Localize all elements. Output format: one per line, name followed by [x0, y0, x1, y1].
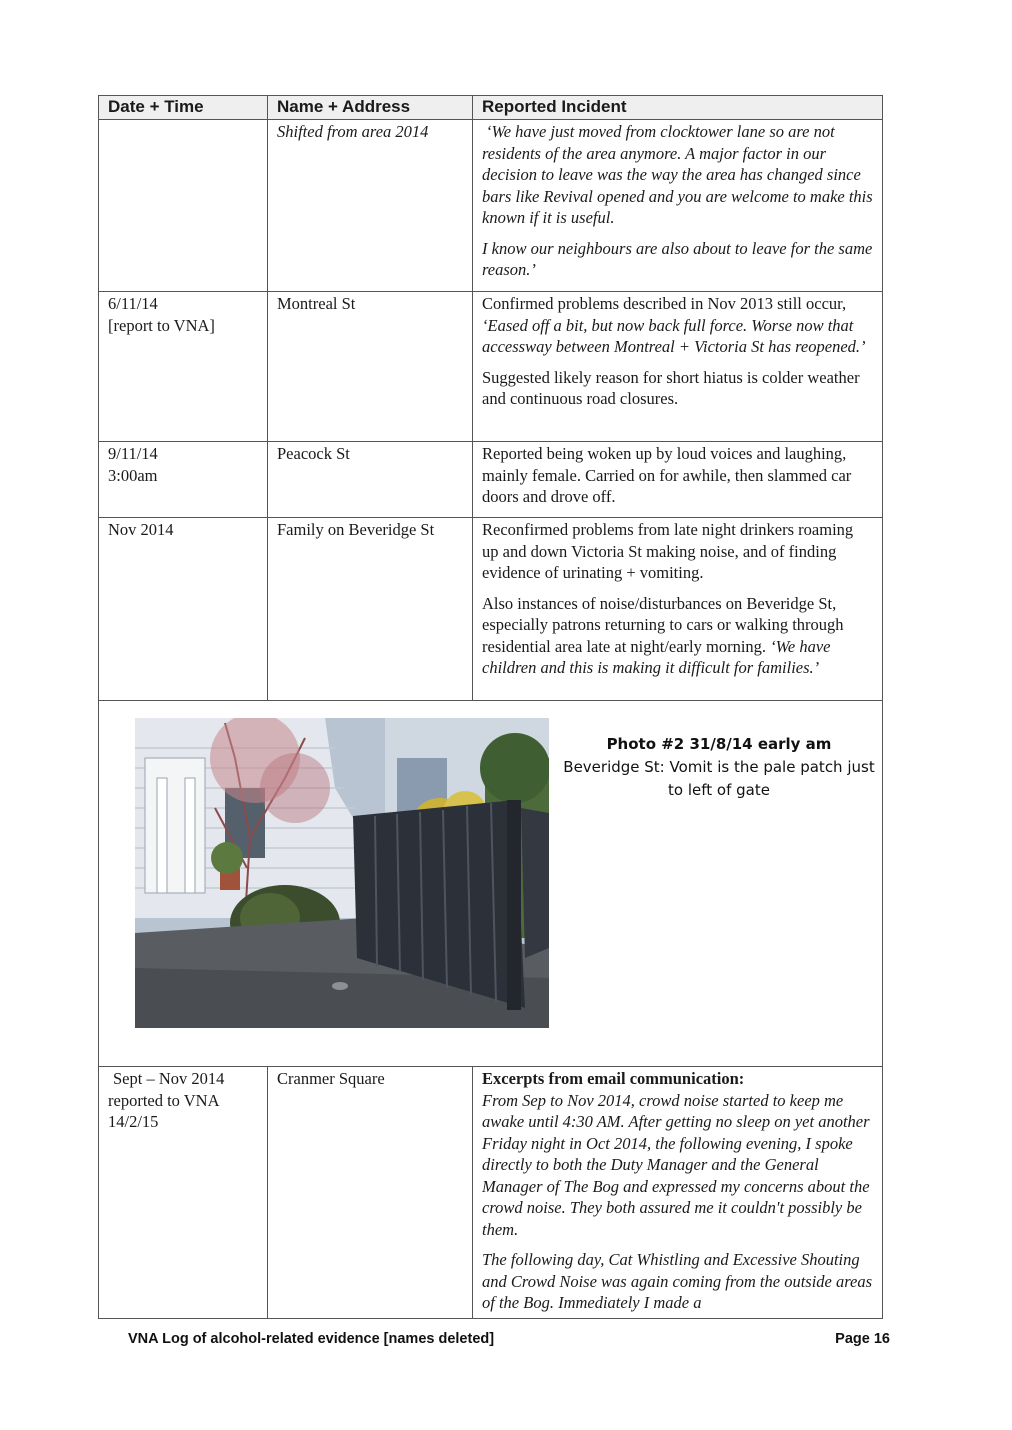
header-name-address: Name + Address [268, 96, 473, 120]
incident-heading: Excerpts from email communication: [482, 1069, 745, 1088]
name-cell [268, 442, 473, 518]
date-line: 3:00am [108, 465, 158, 485]
incident-paragraph [482, 293, 873, 358]
name-cell [268, 292, 473, 442]
incident-paragraph: ‘We have just moved from clocktower lane so are not residents of the area anymore. A major factor in our decision to leave was the way the area has changed since bars like Revival opened and you are welcome to make this known if it is useful. [482, 122, 873, 227]
date-cell [99, 518, 268, 701]
beveridge-st-photo [135, 718, 549, 1028]
name-text: Family on Beveridge St [277, 520, 435, 539]
incident-cell [473, 120, 883, 292]
table-row [99, 292, 883, 442]
table-row [99, 1067, 883, 1319]
incident-paragraph: Reconfirmed problems from late night drinkers roaming up and down Victoria St making noise, and of finding evidence of urinating + vomiting. [482, 520, 854, 582]
incident-paragraph: Reported being woken up by loud voices and laughing, mainly female. Carried on for awhile, then slammed car doors and drove off. [482, 444, 852, 506]
footer-document-title: VNA Log of alcohol-related evidence [names deleted] [128, 1331, 495, 1347]
table-row [99, 120, 883, 292]
photo-caption [559, 733, 879, 802]
date-cell [99, 442, 268, 518]
incident-text: Confirmed problems described in Nov 2013 still occur, [482, 294, 847, 313]
date-line: 9/11/14 [108, 444, 158, 463]
date-cell [99, 1067, 268, 1319]
table-row [99, 442, 883, 518]
name-cell [268, 518, 473, 701]
incident-paragraph: From Sep to Nov 2014, crowd noise started to keep me awake until 4:30 AM. After getting no sleep on yet another Friday night in Oct 2014, the following evening, I spoke directly to both the Duty Manager and the General Manager of The Bog and expressed my concerns about the crowd noise. They both assured me it couldn't possibly be them. [482, 1090, 870, 1239]
name-text: Shifted from area 2014 [277, 122, 429, 141]
photo-caption-title: Photo #2 31/8/14 early am [606, 735, 832, 753]
header-date-time: Date + Time [99, 96, 268, 120]
name-text: Montreal St [277, 294, 356, 313]
date-line: 14/2/15 [108, 1112, 159, 1131]
incident-paragraph: I know our neighbours are also about to leave for the same reason.’ [482, 238, 873, 279]
photo-caption-text: Beveridge St: Vomit is the pale patch just to left of gate [563, 758, 875, 799]
name-cell [268, 1067, 473, 1319]
evidence-log-table [98, 95, 883, 1319]
incident-quote: ‘Eased off a bit, but now back full force. Worse now that accessway between Montreal + Victoria St has reopened.’ [482, 315, 866, 356]
footer-page-number: Page 16 [835, 1331, 890, 1347]
incident-cell [473, 1067, 883, 1319]
date-line: reported to VNA [108, 1090, 220, 1110]
date-cell [99, 292, 268, 442]
incident-quote: ‘We have children and this is making it difficult for families.’ [482, 636, 831, 677]
name-cell [268, 120, 473, 292]
incident-text: Also instances of noise/disturbances on Beveridge St, especially patrons returning to cars or walking through residential area late at night/early morning. [482, 593, 844, 656]
photo-cell [99, 701, 883, 1067]
date-cell [99, 120, 268, 292]
photo-row [99, 701, 883, 1067]
incident-paragraph [482, 593, 873, 679]
date-line: [report to VNA] [108, 315, 215, 335]
name-text: Cranmer Square [277, 1069, 385, 1088]
incident-cell [473, 518, 883, 701]
incident-cell [473, 292, 883, 442]
name-text: Peacock St [277, 444, 350, 463]
incident-paragraph: The following day, Cat Whistling and Excessive Shouting and Crowd Noise was again coming from the outside areas of the Bog. Immediately I made a [482, 1250, 873, 1312]
table-row [99, 518, 883, 701]
incident-paragraph: Suggested likely reason for short hiatus is colder weather and continuous road closures. [482, 367, 860, 408]
header-reported-incident: Reported Incident [473, 96, 883, 120]
date-line: Sept – Nov 2014 [113, 1069, 225, 1088]
date-line: Nov 2014 [108, 520, 174, 539]
date-line: 6/11/14 [108, 294, 158, 313]
table-header-row [99, 96, 883, 120]
incident-cell [473, 442, 883, 518]
